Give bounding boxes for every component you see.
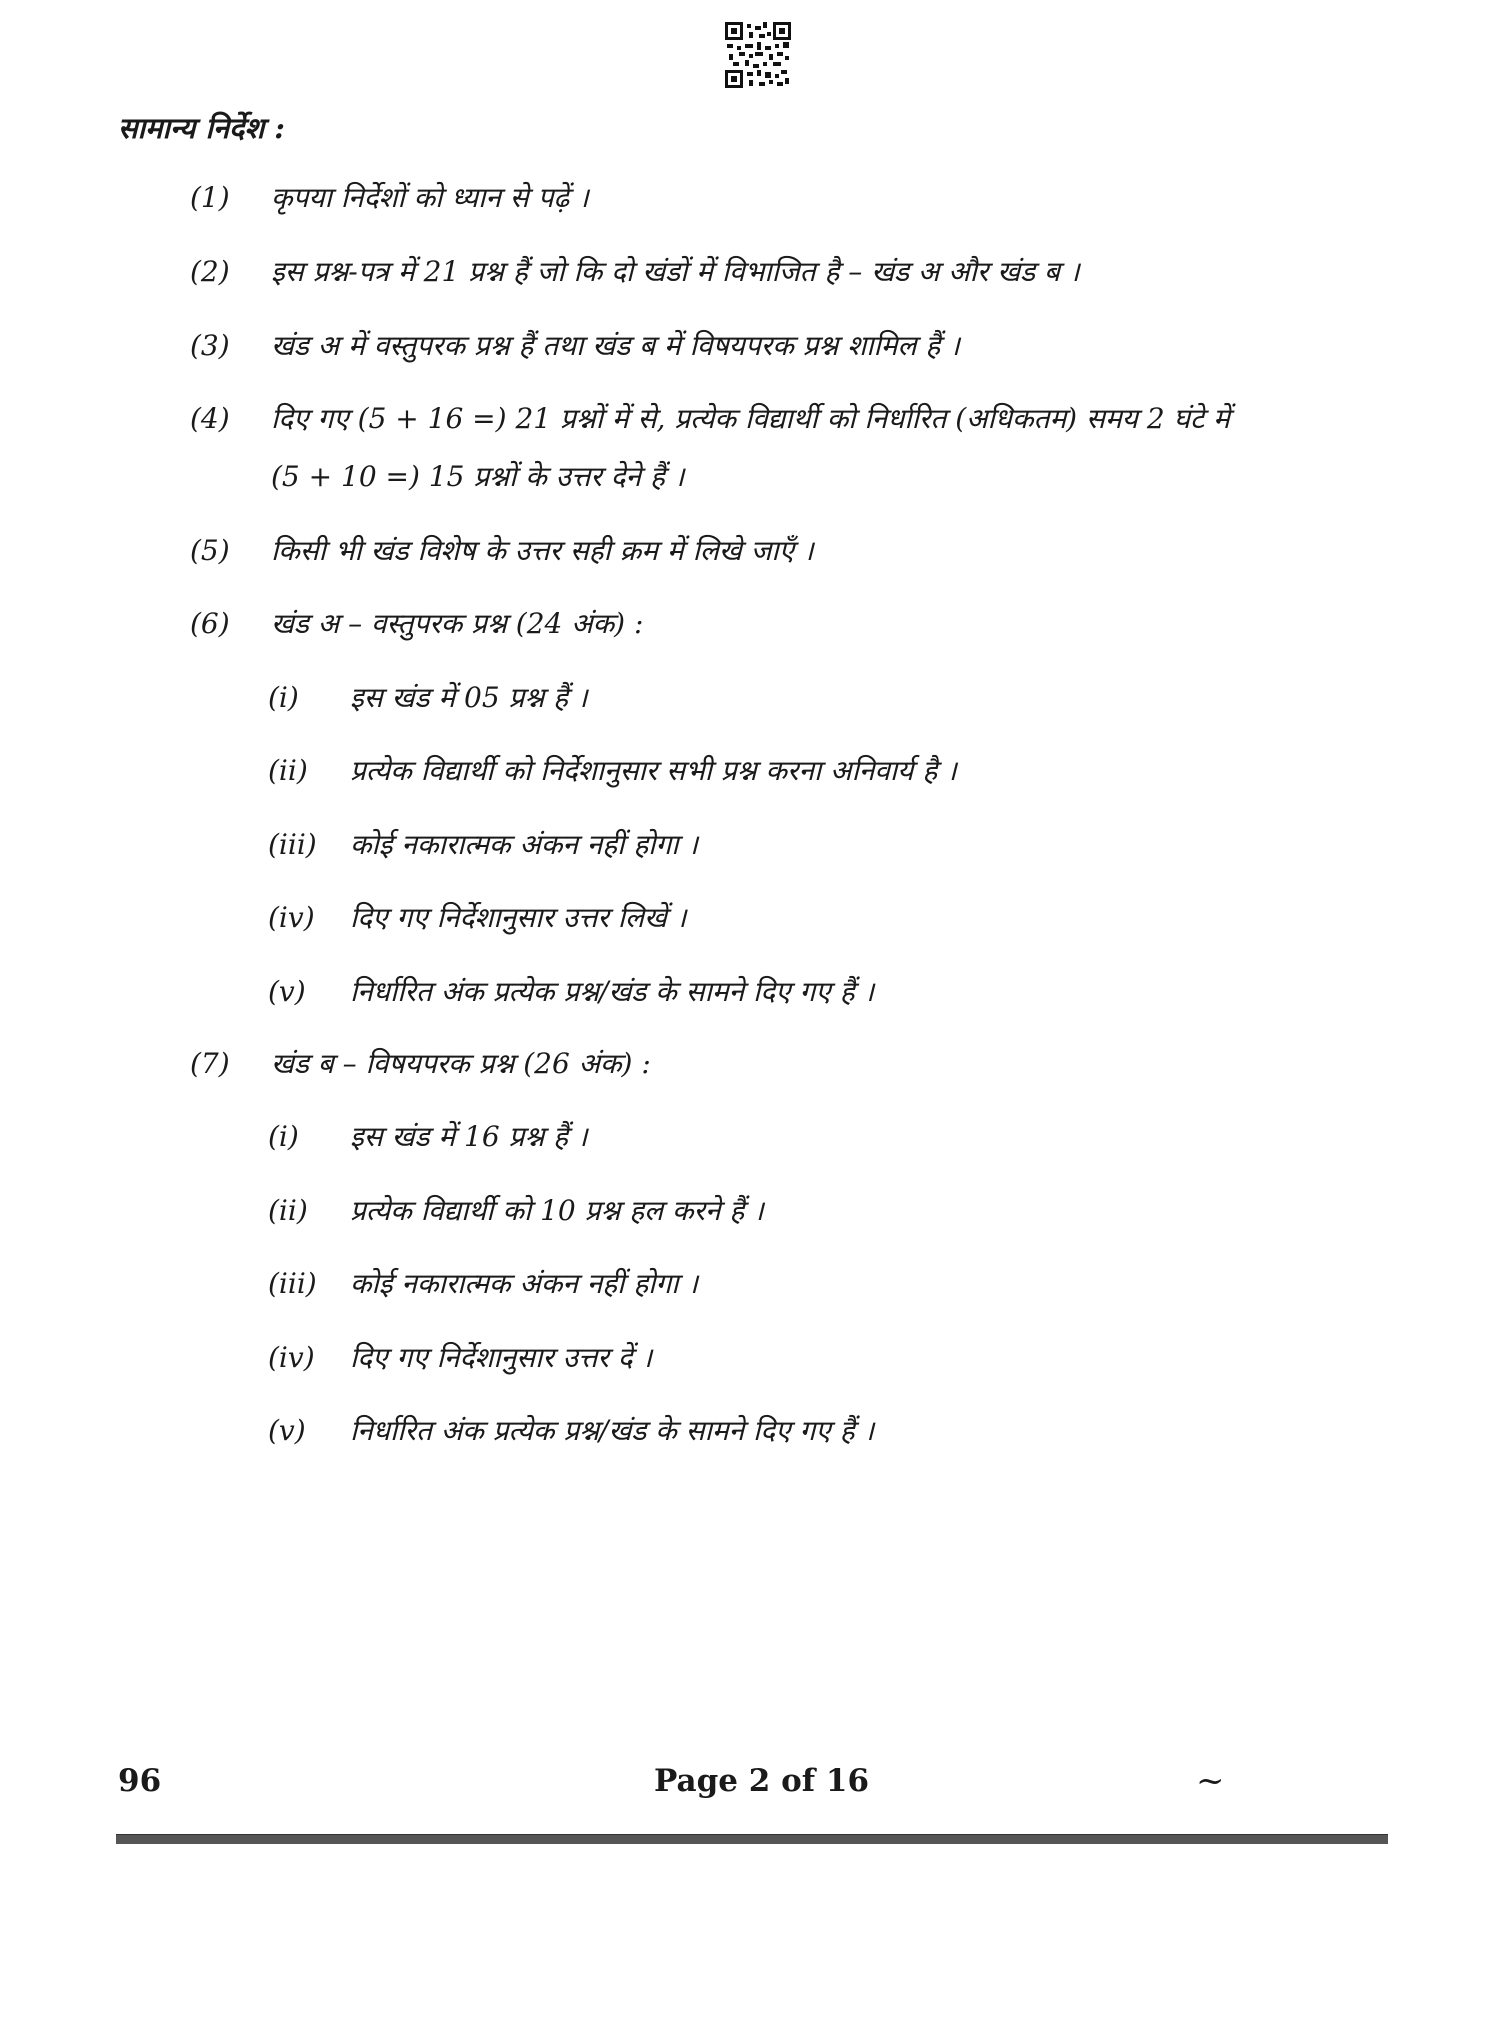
item-number: (5) (190, 534, 230, 567)
subitem-text: निर्धारित अंक प्रत्येक प्रश्न/खंड के सामने दिए गए हैं । (350, 975, 875, 1008)
subitem-number: (iv) (268, 1341, 315, 1374)
item-text: खंड अ में वस्तुपरक प्रश्न हैं तथा खंड ब में विषयपरक प्रश्न शामिल हैं । (271, 329, 960, 362)
subitem-number: (ii) (268, 754, 308, 787)
subitem-number: (ii) (268, 1194, 308, 1227)
subitem-number: (v) (268, 1414, 306, 1447)
item-number: (1) (190, 181, 230, 214)
item-text: खंड अ – वस्तुपरक प्रश्न (24 अंक) : (271, 607, 644, 640)
item-text-continued: (5 + 10 =) 15 प्रश्नों के उत्तर देने हैं । (271, 460, 685, 493)
subitem-number: (iv) (268, 901, 315, 934)
item-text: खंड ब – विषयपरक प्रश्न (26 अंक) : (271, 1047, 651, 1080)
paper-code: 96 (118, 1763, 162, 1799)
item-number: (2) (190, 255, 230, 288)
subitem-number: (iii) (268, 828, 317, 861)
footer-divider (116, 1834, 1388, 1844)
footer-mark: ~ (1196, 1761, 1225, 1801)
item-text: किसी भी खंड विशेष के उत्तर सही क्रम में लिखे जाएँ । (271, 534, 814, 567)
subitem-text: कोई नकारात्मक अंकन नहीं होगा । (350, 828, 698, 861)
subitem-text: प्रत्येक विद्यार्थी को 10 प्रश्न हल करने हैं । (350, 1194, 764, 1227)
subitem-number: (v) (268, 975, 306, 1008)
item-number: (7) (190, 1047, 230, 1080)
item-number: (3) (190, 329, 230, 362)
qr-code (725, 22, 791, 88)
page-number: Page 2 of 16 (654, 1763, 870, 1799)
subitem-text: कोई नकारात्मक अंकन नहीं होगा । (350, 1267, 698, 1300)
subitem-text: दिए गए निर्देशानुसार उत्तर दें । (350, 1341, 653, 1374)
subitem-text: निर्धारित अंक प्रत्येक प्रश्न/खंड के सामने दिए गए हैं । (350, 1414, 875, 1447)
subitem-text: इस खंड में 16 प्रश्न हैं । (350, 1120, 588, 1153)
subitem-text: इस खंड में 05 प्रश्न हैं । (350, 681, 588, 714)
subitem-number: (iii) (268, 1267, 317, 1300)
item-text: दिए गए (5 + 16 =) 21 प्रश्नों में से, प्रत्येक विद्यार्थी को निर्धारित (अधिकतम) समय 2 घंटे में (271, 402, 1230, 435)
item-text: इस प्रश्न-पत्र में 21 प्रश्न हैं जो कि दो खंडों में विभाजित है – खंड अ और खंड ब । (271, 255, 1080, 288)
instructions-heading: सामान्य निर्देश : (118, 111, 285, 145)
subitem-text: प्रत्येक विद्यार्थी को निर्देशानुसार सभी प्रश्न करना अनिवार्य है । (350, 754, 957, 787)
subitem-number: (i) (268, 681, 299, 714)
item-text: कृपया निर्देशों को ध्यान से पढ़ें । (271, 181, 589, 214)
item-number: (4) (190, 402, 230, 435)
subitem-number: (i) (268, 1120, 299, 1153)
subitem-text: दिए गए निर्देशानुसार उत्तर लिखें । (350, 901, 687, 934)
item-number: (6) (190, 607, 230, 640)
